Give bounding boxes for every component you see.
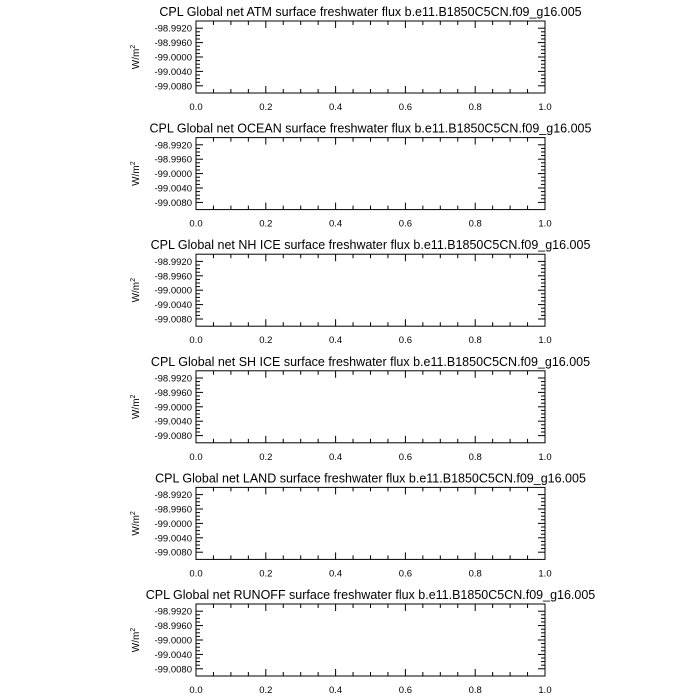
x-tick-label: 0.2 (259, 335, 273, 347)
y-tick-label: -98.9920 (154, 606, 192, 618)
y-tick-label: -98.9960 (154, 154, 192, 166)
x-tick-label: 0.0 (189, 335, 203, 347)
x-tick-label: 0.4 (328, 335, 343, 347)
chart-title: CPL Global net NH ICE surface freshwater flux b.e11.B1850C5CN.f09_g16.005 (150, 238, 591, 253)
y-tick-label: -98.9920 (154, 140, 192, 152)
x-tick-label: 0.8 (468, 451, 482, 463)
plot-frame (196, 487, 545, 559)
x-tick-label: 0.8 (468, 102, 482, 113)
x-tick-label: 1.0 (538, 218, 552, 230)
x-tick-label: 0.6 (398, 102, 413, 113)
y-axis-label-superscript: 2 (130, 394, 137, 399)
x-tick-label: 0.4 (328, 568, 343, 580)
x-tick-label: 0.8 (468, 568, 482, 580)
y-tick-label: -98.9920 (154, 373, 192, 385)
y-axis-label-text: W/m (131, 48, 142, 70)
y-tick-label: -99.0040 (154, 66, 192, 78)
x-tick-label: 0.4 (328, 685, 343, 696)
x-tick-label: 0.6 (398, 335, 413, 347)
chart-panel (130, 588, 595, 696)
y-axis-label-text: W/m (131, 398, 142, 420)
chart-panel (130, 471, 586, 579)
x-tick-label: 0.2 (259, 568, 273, 580)
chart-title: CPL Global net RUNOFF surface freshwater flux b.e11.B1850C5CN.f09_g16.005 (145, 588, 596, 602)
chart-title: CPL Global net LAND surface freshwater flux b.e11.B1850C5CN.f09_g16.005 (155, 471, 586, 486)
x-tick-label: 1.0 (538, 102, 552, 113)
x-tick-label: 0.8 (468, 685, 482, 696)
y-tick-label: -98.9920 (154, 23, 192, 35)
y-tick-label: -99.0040 (154, 416, 192, 428)
y-axis-label-superscript: 2 (130, 511, 137, 516)
y-tick-label: -99.0000 (154, 285, 192, 297)
x-tick-label: 0.0 (189, 451, 203, 463)
y-axis-label-text: W/m (131, 631, 142, 653)
x-tick-label: 1.0 (538, 451, 552, 463)
y-tick-label: -99.0080 (154, 197, 192, 209)
chart-title: CPL Global net ATM surface freshwater flux b.e11.B1850C5CN.f09_g16.005 (159, 5, 582, 19)
y-axis-label (130, 628, 142, 653)
y-axis-label-superscript: 2 (130, 44, 137, 49)
y-axis-label (130, 278, 142, 303)
x-tick-label: 0.0 (189, 568, 203, 580)
plot-frame (196, 138, 545, 210)
x-tick-label: 1.0 (538, 335, 552, 347)
y-tick-label: -99.0000 (154, 635, 192, 647)
chart-panel (130, 122, 592, 230)
y-tick-label: -99.0080 (154, 314, 192, 326)
plot-frame (196, 254, 545, 326)
x-tick-label: 0.0 (189, 218, 203, 230)
chart-panel (130, 238, 590, 346)
y-tick-label: -98.9920 (154, 256, 192, 268)
chart-panel (130, 355, 590, 463)
x-tick-label: 1.0 (538, 685, 552, 696)
plot-frame (196, 371, 545, 443)
x-tick-label: 0.2 (259, 451, 273, 463)
y-axis-label (130, 45, 142, 70)
y-tick-label: -98.9960 (154, 621, 192, 633)
x-tick-label: 0.8 (468, 335, 482, 347)
y-tick-label: -99.0000 (154, 52, 192, 64)
y-tick-label: -99.0080 (154, 547, 192, 559)
x-tick-label: 0.2 (259, 102, 273, 113)
y-tick-label: -99.0040 (154, 300, 192, 312)
x-tick-label: 0.0 (189, 685, 203, 696)
chart-panel (130, 5, 582, 113)
x-tick-label: 0.6 (398, 451, 413, 463)
y-tick-label: -99.0040 (154, 183, 192, 195)
y-axis-label-superscript: 2 (130, 161, 137, 166)
plot-frame (196, 21, 545, 93)
y-tick-label: -99.0000 (154, 402, 192, 414)
y-tick-label: -99.0040 (154, 533, 192, 545)
x-tick-label: 0.8 (468, 218, 482, 230)
y-tick-label: -99.0000 (154, 169, 192, 181)
x-tick-label: 0.2 (259, 685, 273, 696)
y-tick-label: -99.0000 (154, 518, 192, 530)
x-tick-label: 0.4 (328, 218, 343, 230)
y-tick-label: -99.0080 (154, 664, 192, 676)
y-tick-label: -98.9920 (154, 490, 192, 502)
plot-frame (196, 604, 545, 676)
chart-title: CPL Global net OCEAN surface freshwater flux b.e11.B1850C5CN.f09_g16.005 (149, 121, 592, 136)
y-axis-label-text: W/m (131, 165, 142, 186)
y-axis-label-text: W/m (131, 281, 142, 303)
x-tick-label: 0.2 (259, 218, 273, 230)
y-axis-label-superscript: 2 (130, 627, 137, 632)
y-axis-label (130, 511, 142, 536)
y-axis-label-superscript: 2 (130, 277, 137, 282)
y-tick-label: -98.9960 (154, 38, 192, 50)
x-tick-label: 0.0 (189, 102, 203, 113)
x-tick-label: 0.6 (398, 568, 413, 580)
y-tick-label: -98.9960 (154, 387, 192, 399)
y-axis-label (130, 394, 142, 419)
y-axis-label (130, 161, 142, 186)
y-tick-label: -99.0080 (154, 81, 192, 93)
y-tick-label: -99.0040 (154, 649, 192, 661)
x-tick-label: 0.6 (398, 218, 413, 230)
x-tick-label: 0.6 (398, 685, 413, 696)
y-tick-label: -98.9960 (154, 504, 192, 516)
y-tick-label: -99.0080 (154, 431, 192, 443)
chart-title: CPL Global net SH ICE surface freshwater flux b.e11.B1850C5CN.f09_g16.005 (150, 354, 591, 369)
x-tick-label: 0.4 (328, 102, 343, 113)
y-tick-label: -98.9960 (154, 271, 192, 283)
y-axis-label-text: W/m (131, 515, 142, 536)
x-tick-label: 0.4 (328, 451, 343, 463)
x-tick-label: 1.0 (538, 568, 552, 580)
